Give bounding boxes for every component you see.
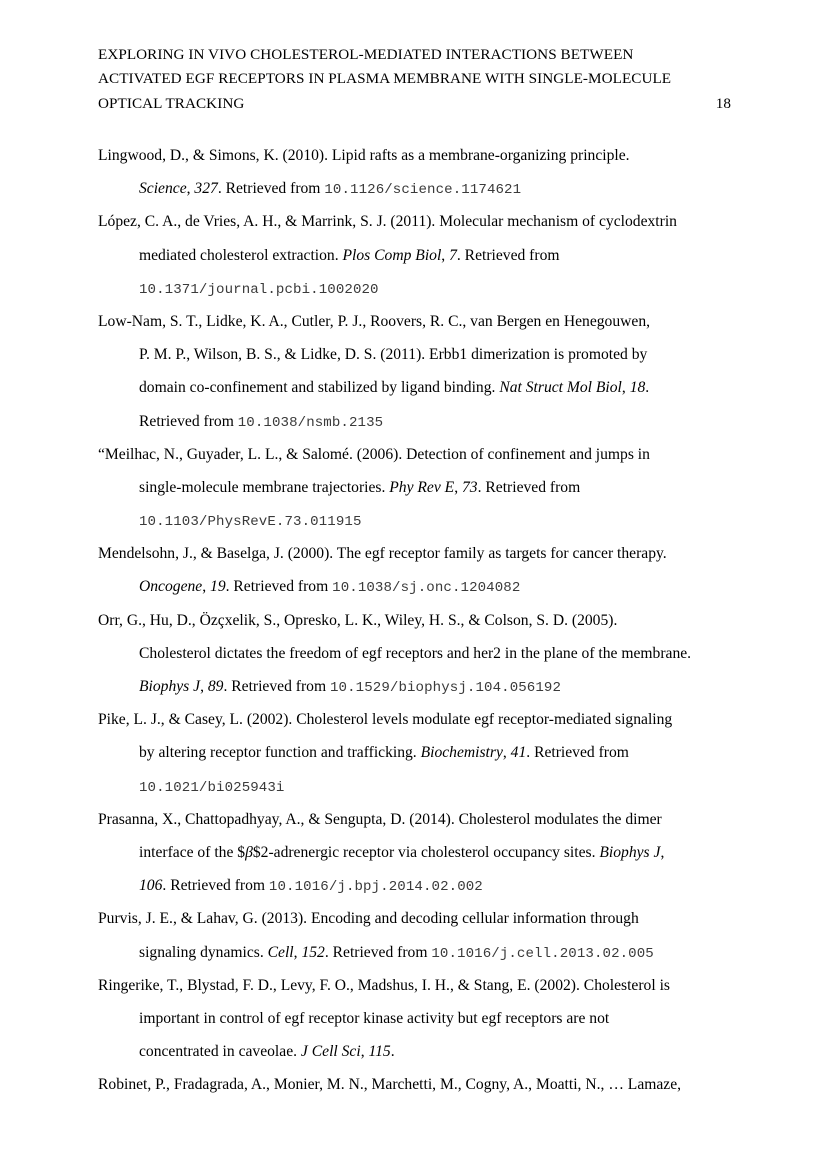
journal-title: Biophys J <box>139 678 201 695</box>
reference-continuation-line <box>98 736 734 769</box>
reference-text: Prasanna, X., Chattopadhyay, A., & Sengupta, D. (2014). Cholesterol modulates the dimer <box>98 810 662 828</box>
reference-text: , <box>502 744 511 762</box>
reference-text: , <box>200 678 208 695</box>
reference-entry <box>98 604 734 704</box>
journal-title: 152 <box>301 943 325 961</box>
reference-entry <box>98 969 734 1069</box>
doi-text: 10.1038/nsmb.2135 <box>237 414 384 431</box>
reference-continuation-line <box>98 172 734 205</box>
reference-text: single-molecule membrane trajectories. <box>139 478 390 496</box>
reference-continuation-line <box>98 836 734 869</box>
doi-text: 10.1371/journal.pcbi.1002020 <box>139 281 379 298</box>
reference-entry <box>98 139 734 205</box>
reference-text: $2-adrenergic receptor via cholesterol occupancy sites. <box>252 843 600 861</box>
reference-continuation-line <box>98 405 734 438</box>
reference-continuation-line <box>98 570 734 603</box>
journal-title: 89 <box>207 678 224 695</box>
reference-text: . Retrieved from <box>217 180 325 198</box>
running-head-line-3-row <box>98 92 731 116</box>
reference-entry <box>98 537 734 603</box>
reference-first-line <box>98 902 734 935</box>
reference-first-line <box>98 537 734 570</box>
reference-entry <box>98 205 734 305</box>
running-head-line-2: ACTIVATED EGF RECEPTORS IN PLASMA MEMBRANE WITH SINGLE-MOLECULE <box>98 70 672 88</box>
reference-text: . Retrieved from <box>225 578 333 596</box>
journal-title: 73 <box>462 478 478 496</box>
doi-text: 10.1016/j.cell.2013.02.005 <box>431 945 654 962</box>
journal-title: 115 <box>368 1043 391 1061</box>
journal-title: Biophys J <box>599 843 661 861</box>
reference-first-line <box>98 438 734 471</box>
reference-first-line <box>98 305 734 338</box>
doi-text: 10.1529/biophysj.104.056192 <box>329 680 562 696</box>
doi-text: 10.1021/bi025943i <box>139 779 285 796</box>
reference-continuation-line <box>98 869 734 902</box>
reference-text: signaling dynamics. <box>139 943 268 961</box>
reference-first-line <box>98 703 734 736</box>
reference-text: Purvis, J. E., & Lahav, G. (2013). Encoding and decoding cellular information through <box>98 910 639 928</box>
journal-title: 106 <box>139 877 163 895</box>
reference-text: by altering receptor function and trafficking. <box>139 744 421 762</box>
reference-continuation-line <box>98 1002 734 1035</box>
reference-entry <box>98 438 734 538</box>
reference-first-line <box>98 803 734 836</box>
reference-text: . Retrieved from <box>456 246 560 264</box>
reference-text: , <box>186 180 195 198</box>
reference-continuation-line <box>98 770 734 803</box>
reference-continuation-line <box>98 670 734 703</box>
reference-text: important in control of egf receptor kinase activity but egf receptors are not <box>139 1009 610 1027</box>
reference-text: β <box>245 843 253 861</box>
reference-continuation-line <box>98 504 734 537</box>
reference-text: . Retrieved from <box>477 478 581 496</box>
reference-continuation-line <box>98 338 734 371</box>
reference-first-line <box>98 139 734 172</box>
journal-title: 41 <box>510 744 527 762</box>
journal-title: 18 <box>629 379 646 397</box>
reference-text: domain co-confinement and stabilized by ligand binding. <box>139 379 500 397</box>
reference-entry <box>98 803 734 903</box>
reference-text: Lingwood, D., & Simons, K. (2010). Lipid rafts as a membrane-organizing principle. <box>98 147 630 164</box>
reference-text: Orr, G., Hu, D., Özçxelik, S., Opresko, L. K., Wiley, H. S., & Colson, S. D. (2005). <box>98 611 618 629</box>
journal-title: Cell <box>267 943 294 961</box>
reference-first-line <box>98 1068 734 1101</box>
journal-title: Biochemistry <box>420 744 503 762</box>
reference-text: . <box>645 379 650 397</box>
journal-title: Phy Rev E <box>389 478 455 496</box>
reference-text: interface of the $ <box>139 843 246 861</box>
journal-title: Oncogene <box>139 578 203 596</box>
reference-continuation-line <box>98 272 734 305</box>
reference-text: . Retrieved from <box>526 744 629 762</box>
reference-text: mediated cholesterol extraction. <box>139 246 343 264</box>
reference-text: “Meilhac, N., Guyader, L. L., & Salomé. (2006). Detection of confinement and jumps in <box>98 445 650 463</box>
reference-continuation-line <box>98 471 734 504</box>
reference-text: . <box>390 1043 395 1061</box>
reference-first-line <box>98 604 734 637</box>
reference-continuation-line <box>98 936 734 969</box>
reference-first-line <box>98 969 734 1002</box>
doi-text: 10.1103/PhysRevE.73.011915 <box>139 514 362 531</box>
reference-first-line <box>98 205 734 238</box>
running-head-line-1: EXPLORING IN VIVO CHOLESTEROL-MEDIATED INTERACTIONS BETWEEN <box>98 46 634 63</box>
doi-text: 10.1016/j.bpj.2014.02.002 <box>268 879 483 896</box>
reference-entry <box>98 902 734 968</box>
reference-text: , <box>621 379 630 397</box>
reference-continuation-line <box>98 239 734 272</box>
reference-entry <box>98 305 734 438</box>
reference-text: concentrated in caveolae. <box>139 1043 301 1061</box>
reference-text: , <box>360 1043 369 1061</box>
reference-text: Retrieved from <box>139 412 238 430</box>
reference-entry <box>98 703 734 803</box>
reference-text: Pike, L. J., & Casey, L. (2002). Cholesterol levels modulate egf receptor-mediated signaling <box>98 711 673 729</box>
reference-continuation-line <box>98 1035 734 1068</box>
reference-text: Robinet, P., Fradagrada, A., Monier, M. N., Marchetti, M., Cogny, A., Moatti, N., … Lamaze, <box>98 1076 682 1094</box>
reference-text: López, C. A., de Vries, A. H., & Marrink, S. J. (2011). Molecular mechanism of cyclodextrin <box>98 213 677 231</box>
journal-title: Science <box>139 180 187 198</box>
reference-text: , <box>202 578 211 596</box>
journal-title: 7 <box>449 246 457 264</box>
reference-text: , <box>454 478 462 496</box>
journal-title: J Cell Sci <box>300 1043 361 1061</box>
reference-text: P. M. P., Wilson, B. S., & Lidke, D. S. (2011). Erbb1 dimerization is promoted by <box>139 346 648 364</box>
reference-text: . Retrieved from <box>162 877 269 895</box>
reference-continuation-line <box>98 371 734 404</box>
reference-list <box>98 139 734 1101</box>
reference-text: , <box>660 843 665 861</box>
reference-text: . Retrieved from <box>223 678 330 695</box>
page-number: 18 <box>715 94 731 112</box>
reference-entry <box>98 1068 734 1101</box>
reference-continuation-line <box>98 637 734 670</box>
reference-text: Low-Nam, S. T., Lidke, K. A., Cutler, P. J., Roovers, R. C., van Bergen en Henegouwen, <box>98 312 651 330</box>
reference-text: , <box>293 943 302 961</box>
reference-text: , <box>441 246 450 264</box>
running-head-line-3: OPTICAL TRACKING <box>98 94 245 112</box>
reference-text: Ringerike, T., Blystad, F. D., Levy, F. O., Madshus, I. H., & Stang, E. (2002). Cholesterol is <box>98 976 670 994</box>
journal-title: 327 <box>194 180 218 198</box>
reference-text: Mendelsohn, J., & Baselga, J. (2000). The egf receptor family as targets for cancer therapy. <box>98 545 667 563</box>
doi-text: 10.1038/sj.onc.1204082 <box>332 580 521 597</box>
doi-text: 10.1126/science.1174621 <box>324 182 522 199</box>
journal-title: 19 <box>210 578 226 596</box>
reference-text: . Retrieved from <box>324 943 432 961</box>
running-head <box>98 43 731 116</box>
reference-text: Cholesterol dictates the freedom of egf receptors and her2 in the plane of the membrane. <box>139 644 692 662</box>
journal-title: Plos Comp Biol <box>342 246 442 264</box>
journal-title: Nat Struct Mol Biol <box>499 379 622 397</box>
